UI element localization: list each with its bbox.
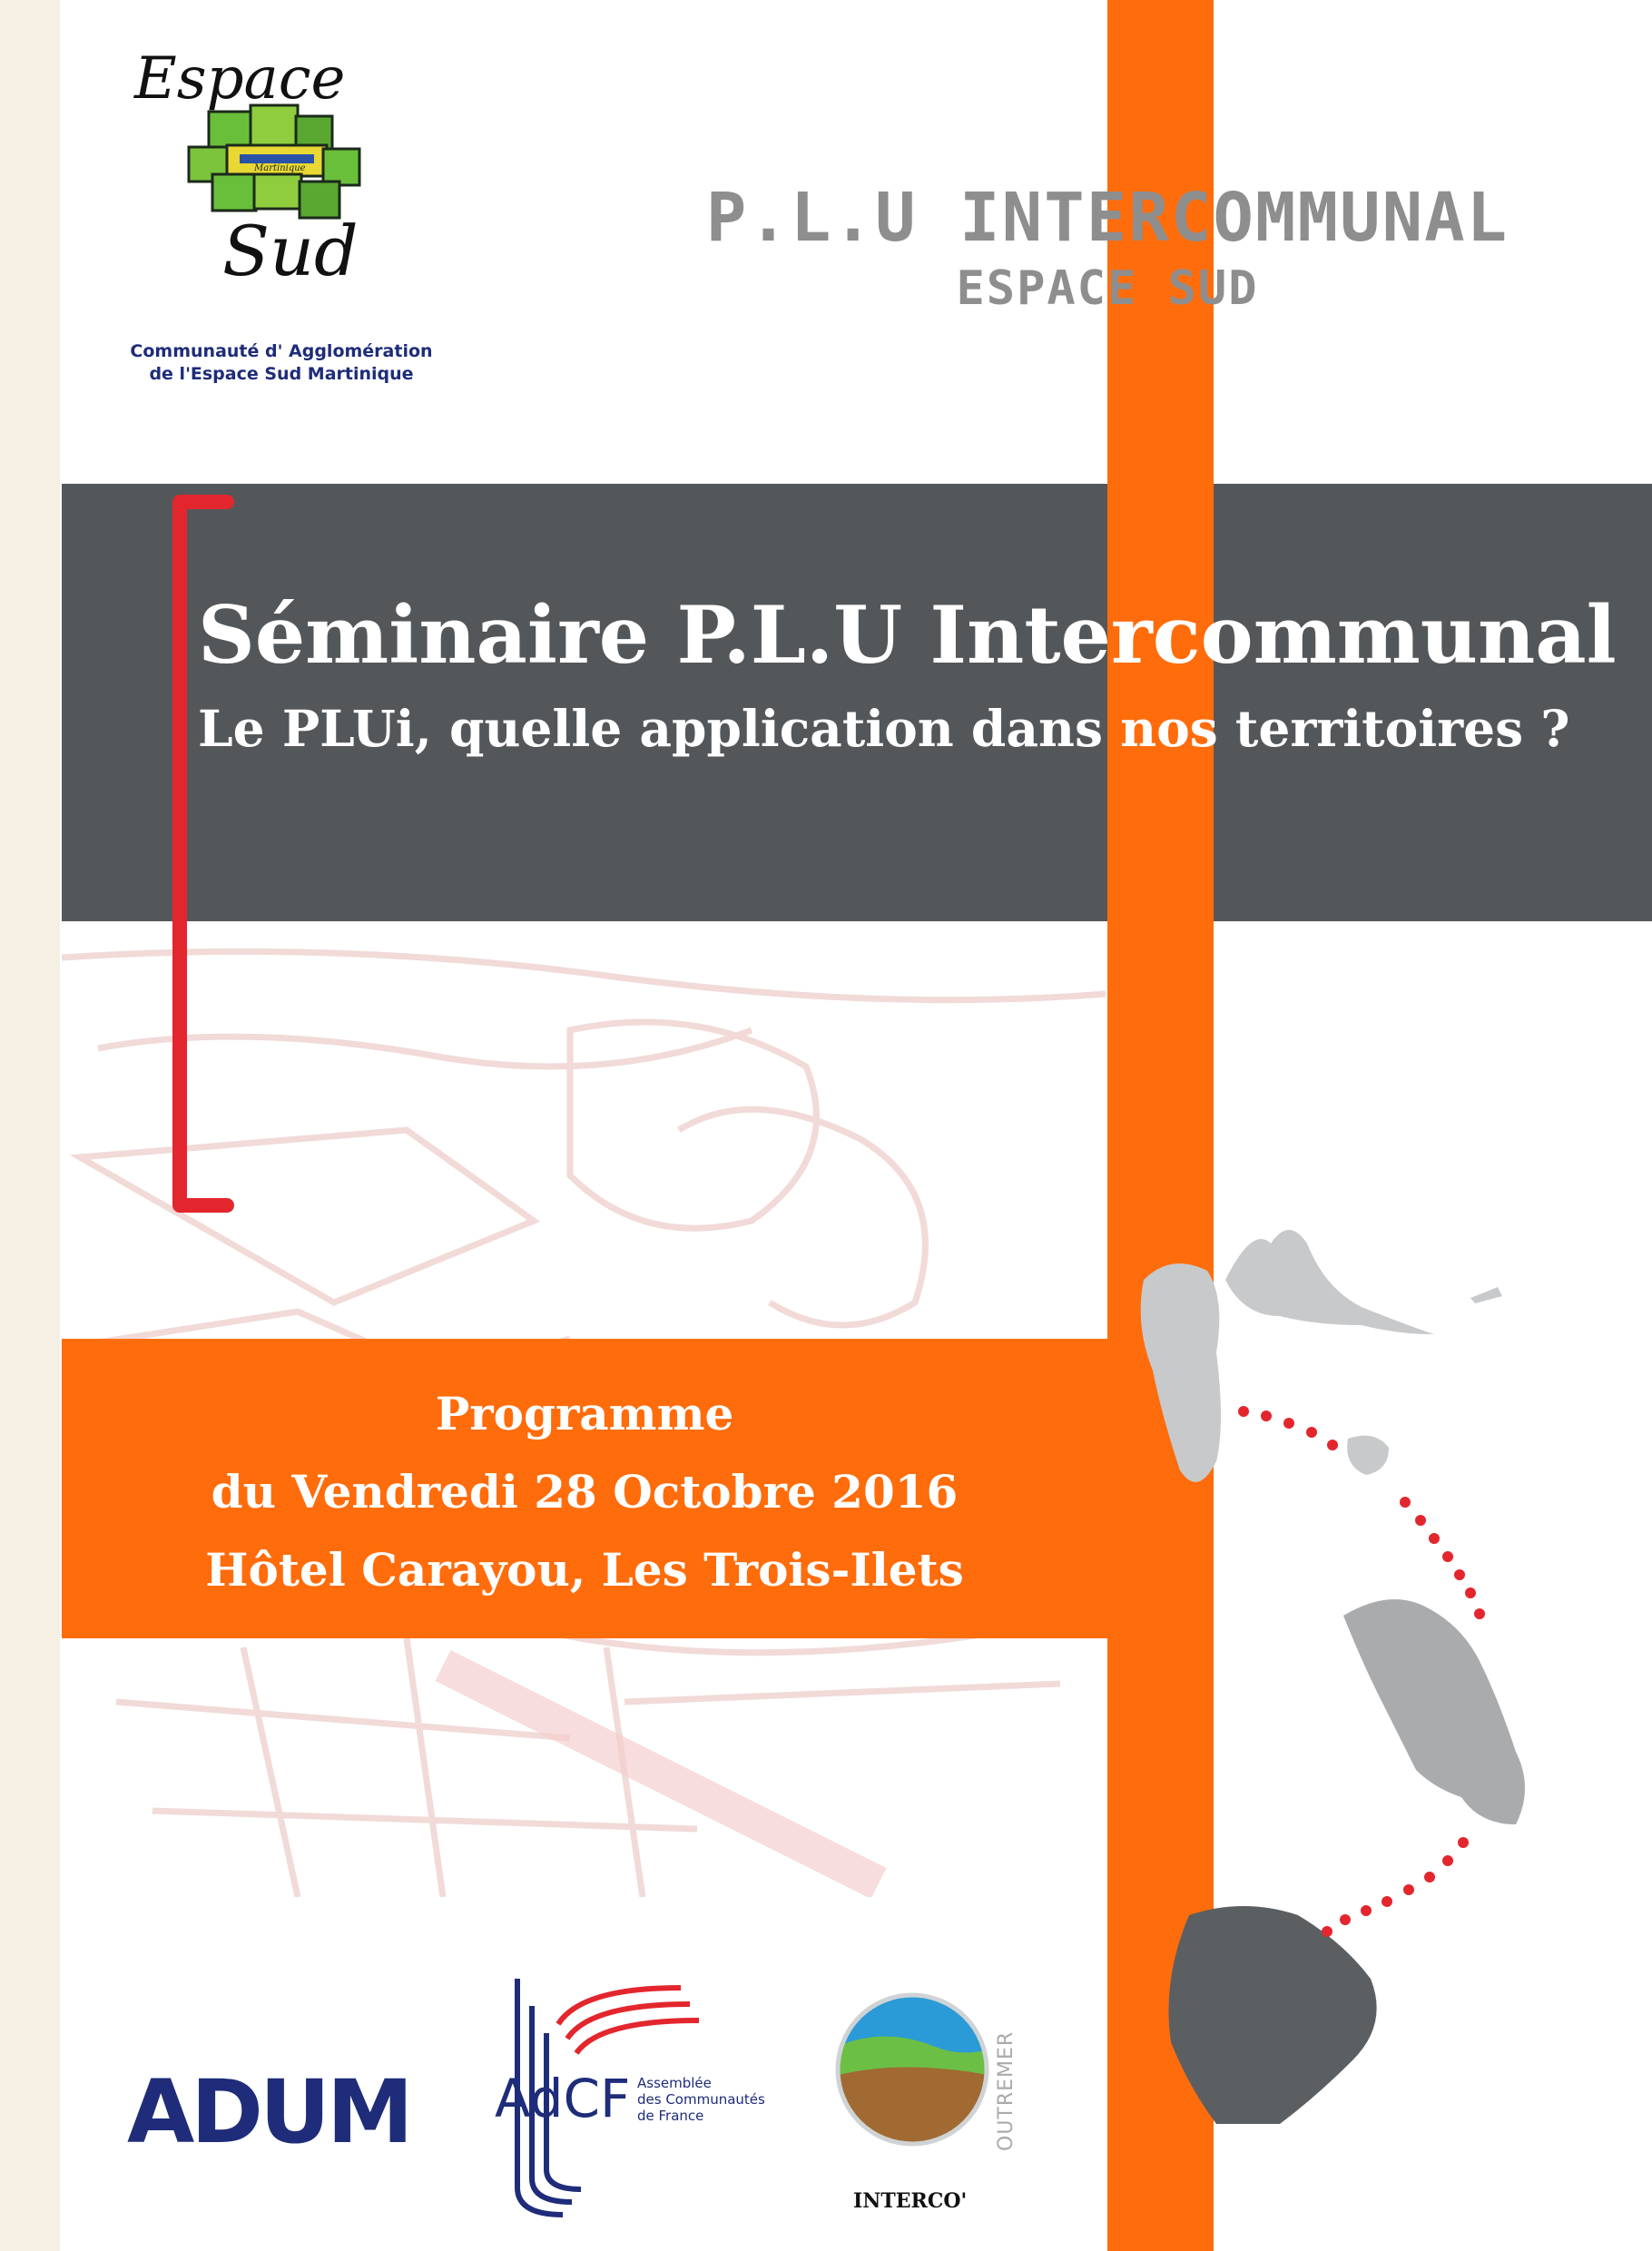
guadeloupe-west-shape — [1141, 1263, 1221, 1482]
interco-outremer-logo — [826, 1951, 1035, 2242]
adcf-line1: Assemblée — [637, 2075, 712, 2091]
logo-caption — [118, 340, 445, 386]
logo-inner-text: Martinique — [254, 163, 306, 173]
left-margin-strip — [0, 0, 60, 2251]
adcf-logo — [481, 1951, 781, 2224]
adcf-line3: de France — [637, 2108, 704, 2124]
plu-subtitle: ESPACE SUD — [956, 261, 1259, 316]
adcf-line2: des Communautés — [637, 2091, 765, 2108]
adum-wordmark: ADUM — [127, 2061, 410, 2160]
logo-green-blocks — [189, 105, 359, 218]
islands-map — [1116, 1189, 1652, 2124]
programme-venue: Hôtel Carayou, Les Trois-Ilets — [205, 1543, 964, 1597]
logo-wordmark-bottom: Sud — [222, 211, 359, 291]
seminar-title: Séminaire P.L.U Intercommunal — [198, 588, 1617, 682]
interco-globe — [826, 1988, 1008, 2151]
seminar-subtitle: Le PLUi, quelle application dans nos territoires ? — [198, 699, 1570, 758]
espace-sud-logo — [118, 34, 390, 307]
guyane-shape — [1169, 1906, 1377, 2124]
programme-block — [62, 1375, 1107, 1609]
logo-caption-line2: de l'Espace Sud Martinique — [149, 364, 414, 384]
interco-vertical-text: OUTREMER — [995, 2030, 1018, 2151]
plu-title: P.L.U INTERCOMMUNAL — [705, 179, 1509, 257]
logo-caption-line1: Communauté d' Agglomération — [130, 341, 433, 361]
small-island-shape — [1470, 1287, 1502, 1303]
marie-galante-shape — [1347, 1436, 1389, 1475]
adum-logo — [127, 2051, 436, 2160]
logo-wordmark-top: Espace — [134, 45, 346, 113]
programme-date: du Vendredi 28 Octobre 2016 — [211, 1465, 959, 1519]
interco-wordmark: INTERCO' — [853, 2189, 968, 2213]
adcf-wordmark: AdCF — [495, 2068, 631, 2129]
martinique-shape — [1343, 1599, 1525, 1824]
programme-heading: Programme — [435, 1387, 734, 1440]
guadeloupe-east-shape — [1225, 1230, 1434, 1334]
